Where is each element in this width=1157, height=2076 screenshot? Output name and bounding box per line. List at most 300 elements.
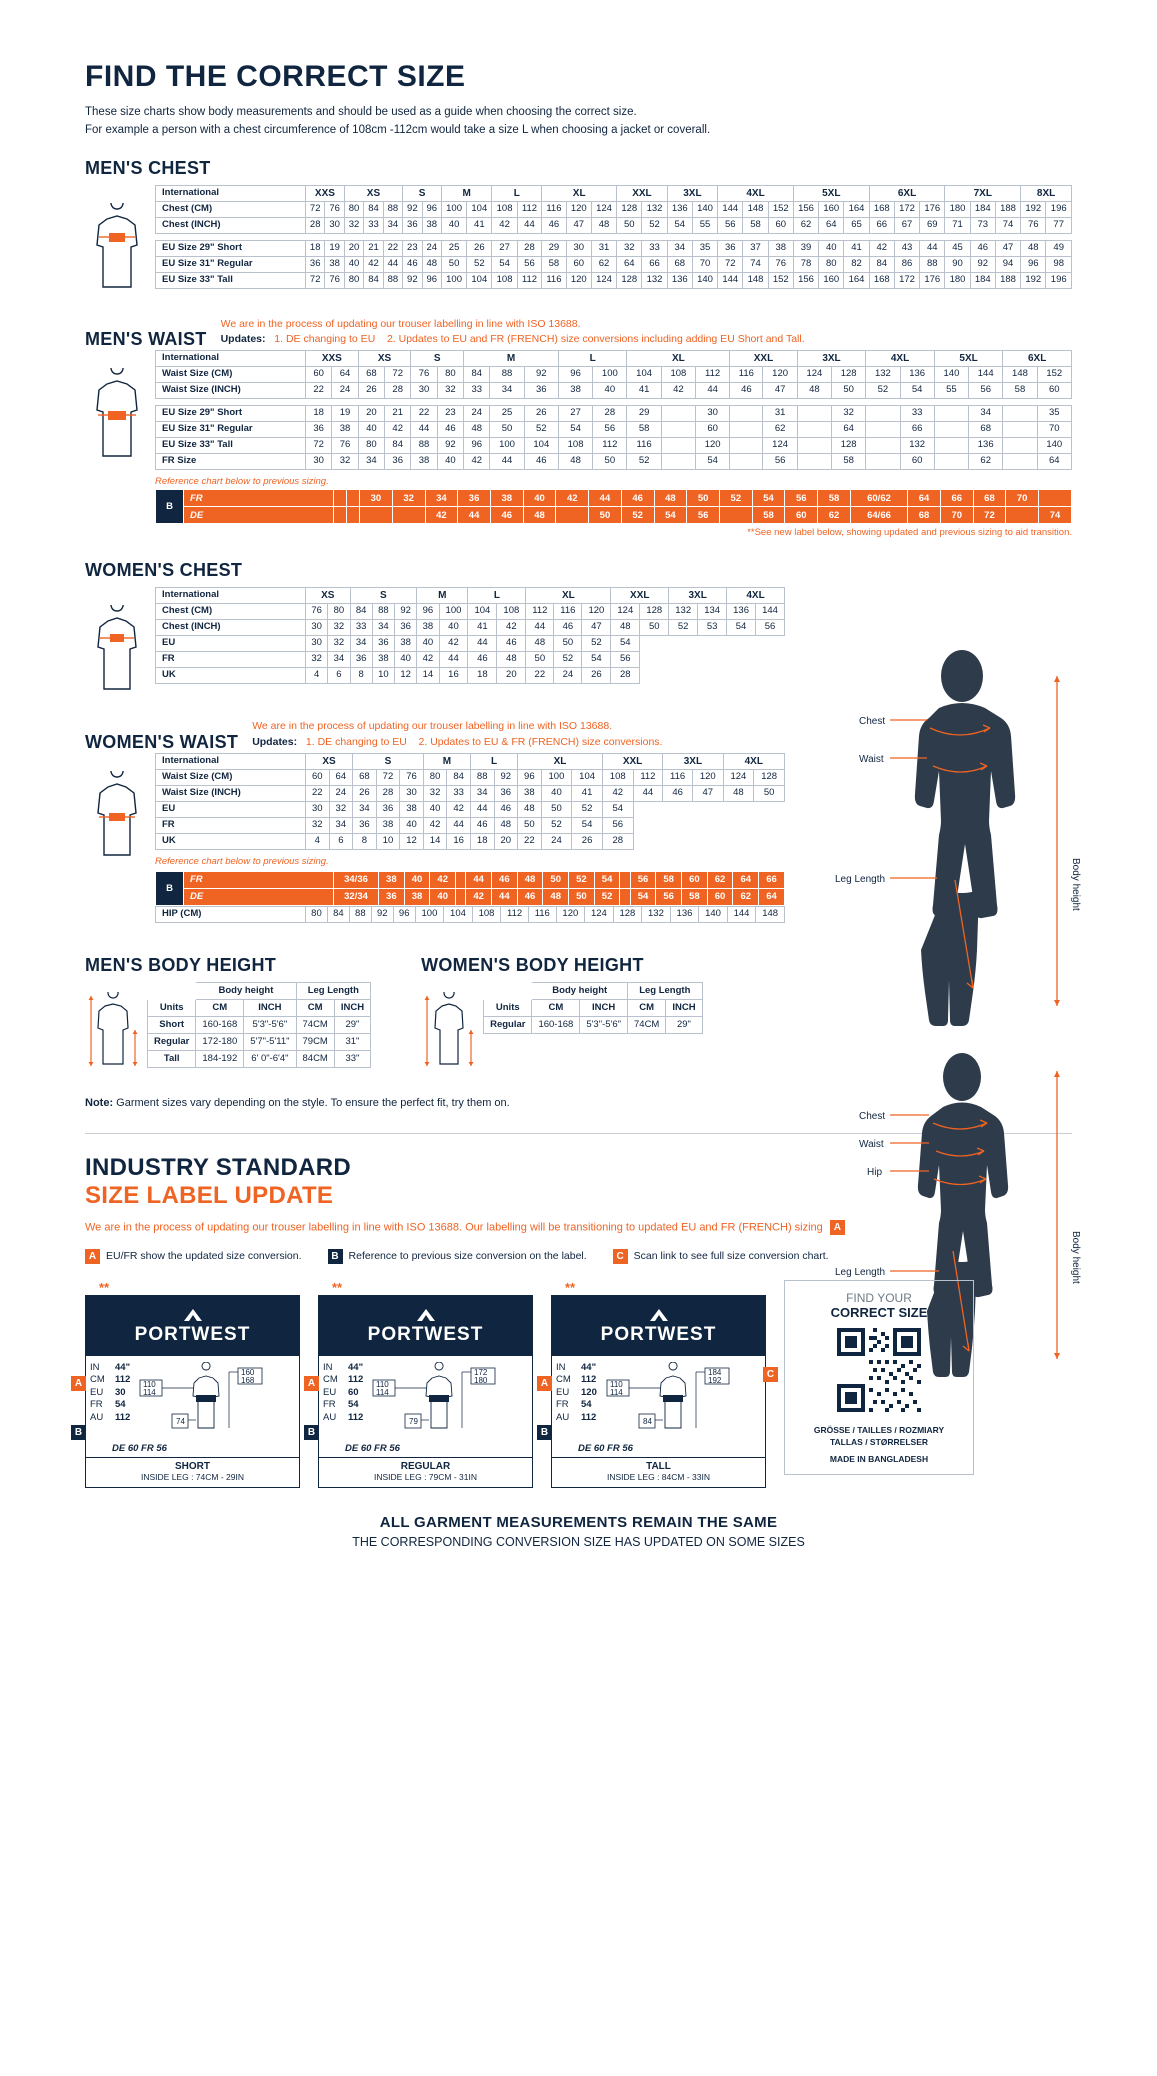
label-footer [552,1457,765,1487]
table-cell [866,454,900,470]
qr-line-4: TALLAS / STØRRELSER [829,1436,929,1447]
table-cell: 86 [894,256,919,272]
spec-value: 54 [581,1399,592,1411]
table-cell: 148 [756,906,785,922]
table-cell: 120 [696,438,730,454]
table-cell: 104 [572,769,603,785]
table-cell: 80 [344,272,363,288]
table-cell: 23 [437,406,463,422]
table-cell: 31 [591,240,616,256]
table-cell [797,438,831,454]
label-fit-name: SHORT [175,1460,210,1472]
table-cell [730,454,763,470]
table-cell: 56 [763,454,797,470]
size-label-card [74,1279,300,1488]
table-cell: 56 [756,620,785,636]
table-cell: 32 [617,240,642,256]
row-label: HIP (CM) [156,906,306,922]
table-cell [392,507,425,524]
table-cell: 80 [423,769,447,785]
table-cell: 68 [353,769,377,785]
table-cell: 68 [908,507,941,524]
table-cell: 42 [430,871,456,888]
mens-waist-ref-note: Reference chart below to previous sizing. [155,476,329,488]
table-cell: 38 [325,256,344,272]
spec-key: CM [323,1374,338,1386]
table-cell: 38 [490,490,523,507]
label-spec-row [323,1374,363,1387]
svg-text:110: 110 [376,1379,390,1389]
table-cell: 100 [541,769,572,785]
table-cell: 50 [832,383,866,399]
table-cell: 76 [411,367,437,383]
table-cell: 38 [332,422,358,438]
table-cell: 58 [752,507,785,524]
spec-key: AU [323,1411,337,1423]
table-cell: 132 [642,272,667,288]
table-cell: 50 [589,507,622,524]
table-cell: 44 [920,240,945,256]
table-cell: 40 [523,490,556,507]
table-cell: 40 [417,636,439,652]
label-spec-row [90,1374,130,1387]
model-label-hip: Hip [867,1167,883,1178]
table-row [156,801,785,817]
table-cell: 116 [730,367,763,383]
table-cell: 45 [945,240,970,256]
group-header: 4XL [727,588,785,604]
label-spec-area [86,1356,299,1441]
table-cell: 136 [900,367,934,383]
model-label-leg-length: Leg Length [835,1267,886,1278]
table-cell: 104 [467,201,492,217]
table-cell: 21 [385,406,411,422]
table-cell: 104 [524,438,558,454]
table-cell: 54 [611,636,640,652]
table-cell: 124 [585,906,614,922]
table-cell: 184-192 [196,1050,244,1067]
table-cell: 112 [696,367,730,383]
table-cell: 62 [763,422,797,438]
table-cell: 44 [517,217,541,233]
mens-body-height-heading: MEN'S BODY HEIGHT [85,954,277,975]
table-cell: 180 [945,272,970,288]
table-cell: 32 [332,454,358,470]
table-cell: 124 [591,201,616,217]
table-row [156,785,785,801]
table-cell: 44 [526,620,554,636]
table-cell: 22 [383,240,402,256]
table-cell: 48 [523,507,556,524]
table-cell: 60 [696,422,730,438]
table-cell: 92 [970,256,995,272]
table-cell: 54 [558,422,592,438]
spec-key: EU [323,1386,337,1398]
table-cell: 128 [613,906,642,922]
table-row [156,668,785,684]
table-cell: 50 [543,871,569,888]
table-cell: 47 [566,217,591,233]
table-cell: 35 [1037,406,1071,422]
model-label-waist: Waist [859,1139,884,1150]
svg-text:192: 192 [707,1375,722,1385]
table-cell: 108 [602,769,633,785]
legend-text-a: EU/FR show the updated size conversion. [106,1250,302,1263]
table-cell: 48 [797,383,831,399]
table-cell: 156 [793,201,818,217]
table-cell: 192 [1021,272,1046,288]
table-cell: 48 [526,636,554,652]
group-header: 4XL [718,185,794,201]
label-stars: ** [332,1279,343,1295]
row-label: International [156,753,306,769]
table-cell: 48 [591,217,616,233]
table-cell: 44 [447,817,471,833]
table-cell: 92 [524,367,558,383]
table-cell: 20 [344,240,363,256]
table-cell: 100 [490,438,524,454]
table-row [156,588,785,604]
table-cell: 30 [325,217,344,233]
footer-line-1: ALL GARMENT MEASUREMENTS REMAIN THE SAME [379,1513,778,1531]
spec-value: 30 [115,1386,126,1398]
mens-body-height-block [85,937,371,1075]
table-cell: 34 [329,817,353,833]
label-inside-leg: INSIDE LEG : 74CM - 29IN [141,1471,244,1482]
table-cell: 40 [423,801,447,817]
table-cell: 116 [663,769,693,785]
table-cell: 22 [411,406,437,422]
table-cell: 31 [763,406,797,422]
table-cell: 80 [328,604,350,620]
table-cell: 42 [869,240,894,256]
table-cell: 160 [819,201,844,217]
spec-key: AU [556,1411,570,1423]
mens-chest-heading: MEN'S CHEST [85,157,211,178]
table-cell: 60/62 [850,490,907,507]
label-spec-row [556,1374,597,1387]
table-cell: 112 [517,272,541,288]
table-cell: 48 [464,422,490,438]
table-cell: 79CM [296,1033,334,1050]
table-cell: 18 [306,240,325,256]
qr-code-icon[interactable] [837,1328,921,1412]
group-header: XS [306,753,353,769]
unit-header: CM [628,999,666,1016]
table-cell [661,454,695,470]
group-header: S [403,185,442,201]
label-spec-row [556,1387,597,1400]
label-footer [86,1457,299,1487]
table-cell: 176 [920,201,945,217]
table-cell: 48 [422,256,441,272]
table-cell: 26 [524,406,558,422]
table-cell: 54 [900,383,934,399]
table-cell: 44 [466,871,492,888]
label-spec-row [556,1399,597,1412]
table-cell [456,871,466,888]
womens-chest-block [85,587,785,705]
group-header: 7XL [945,185,1021,201]
table-cell: 144 [969,367,1003,383]
table-cell: 36 [372,636,394,652]
badge-b-label: B [304,1425,319,1440]
table-cell: 120 [692,769,723,785]
table-cell: 76 [306,604,328,620]
table-cell: 70 [692,256,717,272]
spec-key: IN [323,1361,333,1373]
female-height-icon [421,992,477,1070]
table-cell: 34 [353,801,377,817]
table-cell: 192 [1021,201,1046,217]
label-spec-row [556,1362,597,1375]
table-row [156,185,1072,201]
table-row [148,1033,371,1050]
label-spec-list [323,1362,363,1439]
table-cell: 180 [945,201,970,217]
label-brand-bar [319,1296,532,1356]
table-cell [797,406,831,422]
table-cell: 172-180 [196,1033,244,1050]
table-cell: 132 [900,438,934,454]
table-cell: 50 [490,422,524,438]
table-cell: 54 [572,817,603,833]
table-cell: 92 [494,769,518,785]
table-row [148,1050,371,1067]
badge-a: A [85,1249,100,1264]
table-cell: 48 [517,871,543,888]
spec-key: FR [323,1399,336,1411]
table-cell: 22 [306,785,330,801]
mens-waist-footnote: **See new label below, showing updated and previous sizing to aid transition. [747,527,1072,539]
label-spec-area [552,1356,765,1441]
table-cell: 29 [542,240,566,256]
table-cell: 72 [973,507,1006,524]
table-cell: 80 [358,438,384,454]
table-cell: 96 [464,438,490,454]
brand-name: PORTWEST [367,1323,484,1345]
table-cell: 33 [364,217,383,233]
row-label: Chest (INCH) [156,217,306,233]
table-cell: 35 [692,240,717,256]
table-cell: 74CM [628,1016,666,1033]
table-cell: 136 [667,201,692,217]
unit-header: INCH [666,999,702,1016]
womens-body-height-heading: WOMEN'S BODY HEIGHT [421,954,644,975]
table-cell: 144 [727,906,756,922]
table-cell: 50 [640,620,669,636]
table-cell: 6' 0"-6'4" [244,1050,296,1067]
table-cell: 46 [468,652,497,668]
table-cell: 54 [667,217,692,233]
label-cards-row [74,1279,1072,1488]
table-cell [934,406,968,422]
table-cell: 88 [349,906,371,922]
table-cell: 68 [667,256,692,272]
table-cell: 58 [656,871,682,888]
table-row [156,422,1072,438]
table-cell: 14 [417,668,439,684]
table-cell: 34 [667,240,692,256]
table-cell: 30 [306,636,328,652]
table-cell: 58 [682,888,708,905]
group-header: XL [518,753,603,769]
table-cell: 58 [542,256,566,272]
table-cell: 80 [344,201,363,217]
spec-value: 44" [348,1361,364,1373]
row-spacer [156,233,1072,240]
table-cell: 22 [526,668,554,684]
table-cell: 50 [541,801,572,817]
table-row [156,272,1072,288]
mens-waist-figure [85,350,155,473]
group-header: XXL [602,753,662,769]
womens-waist-rows [156,769,785,849]
intro-line-2: For example a person with a chest circumference of 108cm -112cm would take a size L when choosing a jacket or coverall. [85,123,711,136]
svg-text:114: 114 [143,1387,157,1397]
table-cell: 50 [754,785,785,801]
table-cell: 48 [494,817,518,833]
group-header: S [353,753,424,769]
table-cell: 34/36 [334,871,379,888]
table-cell: 80 [819,256,844,272]
label-previous-sizing: DE 60 FR 56 [112,1442,167,1454]
table-row [156,256,1072,272]
table-cell: 38 [558,383,592,399]
size-label-card [307,1279,533,1488]
table-row [156,367,1072,383]
mens-chest-block [85,185,1072,303]
group-header: 3XL [663,753,723,769]
row-label: EU Size 33" Tall [156,272,306,288]
womens-waist-legacy-block [85,871,785,923]
table-cell: 41 [627,383,661,399]
col-group-body-height: Body height [196,982,296,999]
label-box [551,1295,766,1488]
table-row [148,999,371,1016]
label-spec-row [323,1412,363,1425]
table-cell: 28 [306,217,325,233]
table-cell: 120 [556,906,585,922]
group-header: L [468,588,526,604]
table-cell: 96 [393,906,415,922]
table-cell: 52 [642,217,667,233]
table-cell: 148 [1003,367,1037,383]
table-cell: 21 [364,240,383,256]
table-cell: 42 [447,801,471,817]
unit-header: INCH [334,999,370,1016]
table-cell: 42 [497,620,526,636]
table-cell: 44 [633,785,663,801]
unit-header: CM [196,999,244,1016]
table-cell: 8 [350,668,372,684]
table-cell: 78 [793,256,818,272]
table-cell [1003,438,1037,454]
table-cell: 104 [467,272,492,288]
table-cell: 56 [687,507,720,524]
table-row [156,217,1072,233]
table-cell: 136 [670,906,699,922]
table-cell: 70 [1006,490,1039,507]
table-cell: 34 [358,454,384,470]
table-row [156,636,785,652]
table-cell: 38 [376,817,400,833]
table-cell [620,888,630,905]
unit-header: CM [296,999,334,1016]
table-cell: 5'3"-5'6" [580,1016,628,1033]
table-cell [866,438,900,454]
label-box [85,1295,300,1488]
table-cell: 20 [497,668,526,684]
table-cell: 160-168 [532,1016,580,1033]
table-cell: 44 [458,507,491,524]
table-cell: 48 [654,490,687,507]
table-cell: 28 [517,240,541,256]
table-row [156,906,785,922]
table-cell: 36 [306,422,332,438]
table-cell: 55 [934,383,968,399]
table-cell: 96 [558,367,592,383]
table-cell: 88 [383,201,402,217]
table-cell: 84CM [296,1050,334,1067]
spec-value: 44" [581,1361,597,1373]
table-cell: 84 [350,604,372,620]
table-cell: 116 [627,438,661,454]
table-cell: 88 [470,769,494,785]
table-cell: 4 [306,833,330,849]
table-row [148,1016,371,1033]
model-label-body-height: Body height [1070,858,1081,911]
womens-waist-note [252,719,662,751]
unit-header: CM [532,999,580,1016]
table-cell: 124 [763,438,797,454]
table-cell: 42 [661,383,695,399]
womens-waist-table [155,753,785,850]
table-cell [1003,454,1037,470]
table-cell [730,406,763,422]
table-cell: 40 [358,422,384,438]
table-cell: 96 [417,604,439,620]
col-group-leg-length: Leg Length [628,982,703,999]
table-cell: 30 [400,785,424,801]
table-cell: 144 [718,201,743,217]
table-cell: 41 [468,620,497,636]
fit-note-text: Garment sizes vary depending on the style. To ensure the perfect fit, try them on. [116,1096,510,1109]
table-cell: 164 [844,272,869,288]
label-inside-leg: INSIDE LEG : 84CM - 33IN [607,1471,710,1482]
table-cell: 44 [383,256,402,272]
qr-card[interactable] [766,1280,974,1476]
table-cell: 92 [403,272,422,288]
table-cell: 84 [327,906,349,922]
male-waist-icon [85,368,149,473]
womens-chest-table [155,587,785,684]
table-cell: 52 [467,256,492,272]
label-spec-list [90,1362,130,1439]
table-cell: 74 [1039,507,1072,524]
unit-header: INCH [580,999,628,1016]
table-cell: 72 [376,769,400,785]
group-header: XL [542,185,617,201]
table-cell [730,438,763,454]
table-cell: 24 [541,833,572,849]
table-cell: 112 [526,604,554,620]
table-cell: 116 [528,906,556,922]
table-cell: 120 [763,367,797,383]
legacy-badge: B [156,871,184,905]
table-cell: 28 [611,668,640,684]
label-figure [134,1362,295,1439]
